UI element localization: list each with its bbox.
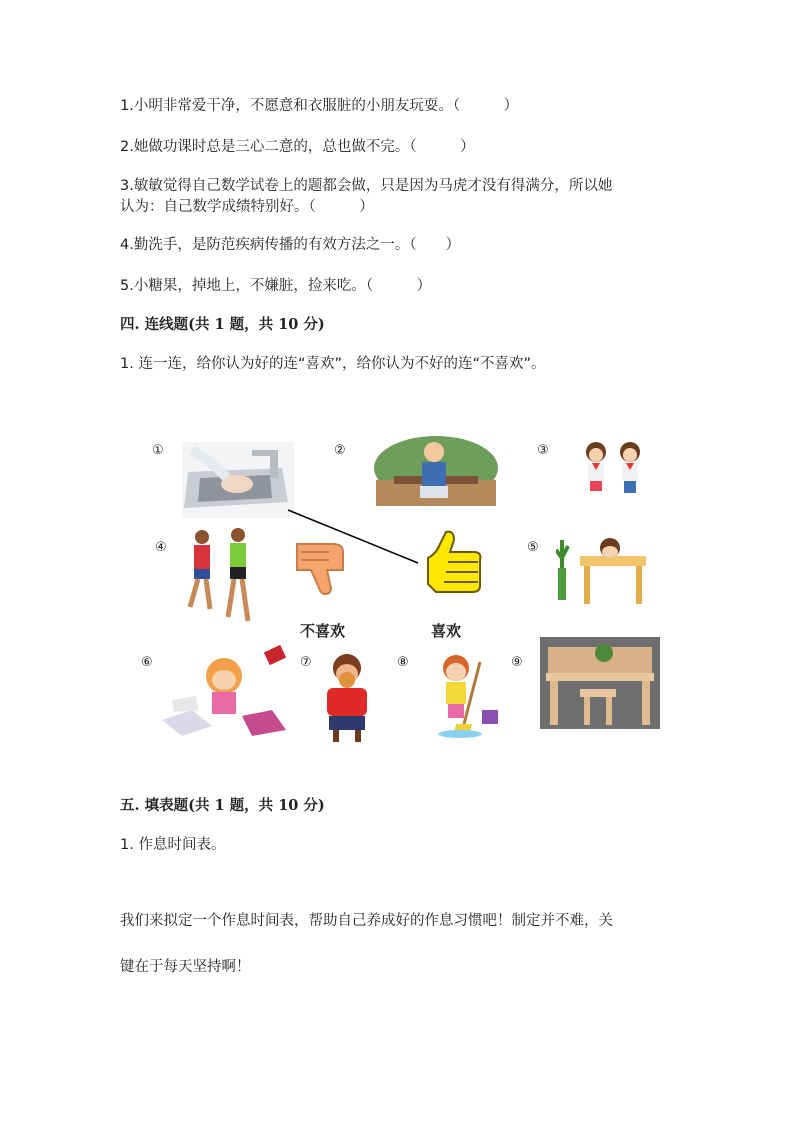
item-number-5: ⑤ — [527, 540, 539, 555]
connector-line-1-to-like — [288, 510, 418, 563]
item-number-7: ⑦ — [300, 655, 312, 670]
question-2: 2.她做功课时总是三心二意的，总也做不完。（ ） — [120, 139, 475, 155]
section-4-question: 1. 连一连，给你认为好的连“喜欢”，给你认为不好的连“不喜欢”。 — [120, 356, 546, 372]
item-number-2: ② — [334, 443, 346, 458]
question-5: 5.小糖果，掉地上，不嫌脏，捡来吃。（ ） — [120, 278, 432, 294]
dislike-label: 不喜欢 — [300, 622, 346, 640]
question-3-line-2: 认为：自己数学成绩特别好。（ ） — [120, 199, 374, 215]
question-3-line-1: 3.敏敏觉得自己数学试卷上的题都会做，只是因为马虎才没有得满分，所以她 — [120, 178, 613, 194]
section-5-paragraph-line-2: 键在于每天坚持啊！ — [120, 959, 251, 975]
question-1: 1.小明非常爱干净，不愿意和衣服脏的小朋友玩耍。（ ） — [120, 98, 519, 114]
item-number-6: ⑥ — [141, 655, 153, 670]
question-4: 4.勤洗手，是防范疾病传播的有效方法之一。（ ） — [120, 237, 461, 253]
section-4-heading: 四. 连线题(共 1 题，共 10 分) — [120, 316, 325, 333]
section-5-question: 1. 作息时间表。 — [120, 837, 226, 853]
item-number-8: ⑧ — [397, 655, 409, 670]
item-number-3: ③ — [537, 443, 549, 458]
item-number-1: ① — [152, 443, 164, 458]
item-number-9: ⑨ — [511, 655, 523, 670]
like-label: 喜欢 — [431, 622, 462, 640]
section-5-paragraph-line-1: 我们来拟定一个作息时间表，帮助自己养成好的作息习惯吧！制定并不难，关 — [120, 913, 613, 929]
section-5-heading: 五. 填表题(共 1 题，共 10 分) — [120, 797, 325, 814]
item-number-4: ④ — [155, 540, 167, 555]
